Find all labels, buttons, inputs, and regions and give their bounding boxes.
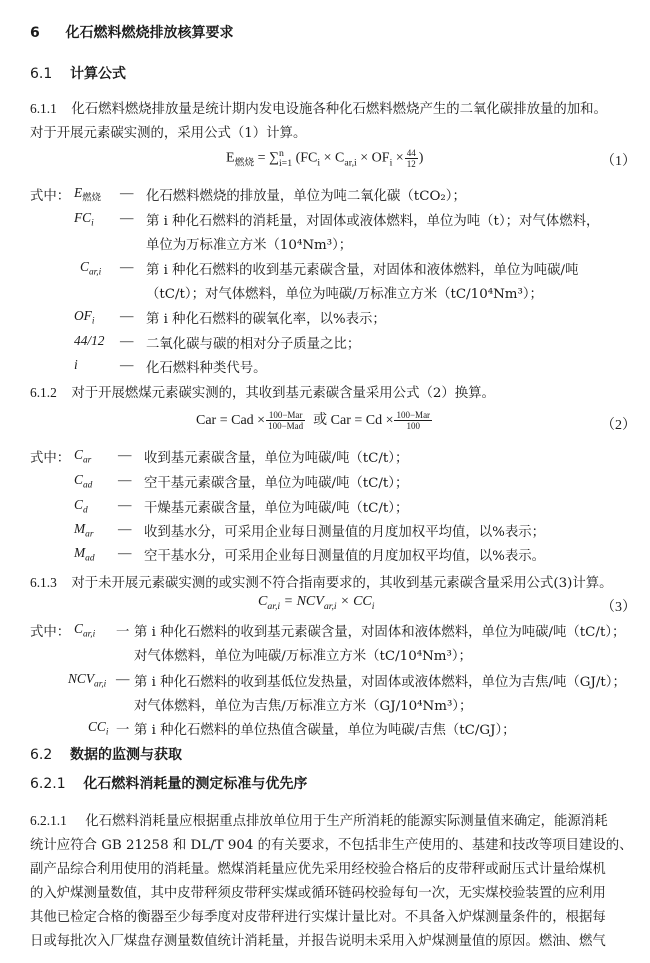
def-text: 化石燃料燃烧的排放量，单位为吨二氧化碳（tCO₂）； — [146, 189, 466, 204]
formula-1: $E_{燃烧} = \sum^n_{i=1}$ ($FC_i \times C_{ar,i} \times OF_i$ × $\frac{44}{12}$ ) — [226, 148, 424, 169]
section-6-heading — [30, 22, 234, 42]
symbol-of: $OF_i$ — [74, 308, 95, 327]
paragraph-line: 副产品综合利用使用的消耗量。燃煤消耗量应优先采用经校验合格后的皮带秤或耐压式计量给煤机 — [30, 862, 606, 877]
formula-number: （3） — [601, 600, 636, 615]
section-6-1-heading — [30, 63, 126, 83]
symbol-44-12: 44/12 — [74, 333, 105, 348]
def-text: 空干基水分，可采用企业每日测量值的月度加权平均值，以%表示。 — [144, 549, 546, 564]
def-text-cont: （tC/t）；对气体燃料，单位为吨碳/万标准立方米（tC/10⁴Nm³）； — [146, 287, 543, 302]
def-dash: — — [120, 259, 134, 274]
symbol-fc: $FC_i$ — [74, 210, 94, 229]
section-number: 6.2 — [30, 747, 53, 763]
def-dash: — — [120, 185, 134, 200]
clause-number: 6.2.1.1 — [30, 813, 67, 828]
section-title: 化石燃料燃烧排放核算要求 — [65, 25, 234, 41]
frac-denominator: 100 — [406, 421, 421, 432]
formula-part-or: 或 Car = Cd × — [313, 413, 394, 428]
para-6-1-3-line1 — [30, 572, 613, 591]
frac-numerator: 100−Mar — [396, 410, 431, 421]
def-text-cont: 对气体燃料，单位为吨碳/万标准立方米（tC/10⁴Nm³）； — [134, 649, 472, 664]
frac-numerator: 100−Mar — [266, 410, 305, 421]
def-text: 第 i 种化石燃料的消耗量，对固体或液体燃料，单位为吨（t）；对气体燃料， — [146, 214, 600, 229]
def-dash: — — [120, 357, 134, 372]
def-dash: 一 — [116, 624, 130, 639]
def-text: 第 i 种化石燃料的单位热值含碳量，单位为吨碳/吉焦（tC/GJ）； — [134, 723, 516, 738]
shizhong-label: 式中： — [30, 451, 71, 466]
section-title: 化石燃料消耗量的测定标准与优先序 — [83, 776, 308, 792]
section-number: 6 — [30, 25, 40, 41]
section-title: 计算公式 — [70, 66, 127, 82]
def-dash: — — [118, 545, 132, 560]
symbol-car-i: $C_{ar,i}$ — [80, 259, 102, 278]
paragraph-line: 其他已检定合格的衡器至少每季度对皮带秤进行实煤计量比对。不具备入炉煤测量条件的，根据每 — [30, 910, 606, 925]
shizhong-label: 式中： — [30, 189, 71, 204]
paragraph-text: 化石燃料消耗量应根据重点排放单位用于生产所消耗的能源实际测量值来确定，能源消耗 — [85, 814, 608, 829]
para-6-2-1-1-line1 — [30, 810, 608, 829]
def-dash: — — [118, 447, 132, 462]
symbol-ncv-ar-i: $NCV_{ar,i}$ — [68, 671, 107, 690]
paragraph-line: 统计应符合 GB 21258 和 DL/T 904 的有关要求，不包括非生产使用的、基建和技改等项目建设的、 — [30, 838, 633, 853]
paragraph-text: 对于未开展元素碳实测的或实测不符合指南要求的，其收到基元素碳含量采用公式(3)计算。 — [71, 576, 613, 591]
paragraph-text: 对于开展燃煤元素碳实测的，其收到基元素碳含量采用公式（2）换算。 — [71, 386, 495, 401]
def-dash: — — [118, 472, 132, 487]
def-dash: — — [120, 210, 134, 225]
shizhong-label: 式中： — [30, 625, 71, 640]
paragraph-line: 日或每批次入厂煤盘存测量数值统计消耗量，并报告说明未采用入炉煤测量值的原因。燃油、燃气 — [30, 934, 606, 949]
def-text: 收到基元素碳含量，单位为吨碳/吨（tC/t）； — [144, 451, 409, 466]
para-6-1-2-line1 — [30, 382, 495, 401]
formula-part-a: Car = Cad × — [196, 413, 266, 428]
def-text: 第 i 种化石燃料的收到基低位发热量，对固体或液体燃料，单位为吉焦/吨（GJ/t）； — [134, 675, 626, 690]
section-6-2-1-heading — [30, 773, 307, 793]
def-text: 空干基元素碳含量，单位为吨碳/吨（tC/t）； — [144, 476, 409, 491]
symbol-cc-i: $CC_i$ — [88, 719, 109, 738]
symbol-i: i — [74, 357, 78, 372]
section-title: 数据的监测与获取 — [70, 747, 183, 763]
def-text: 二氧化碳与碳的相对分子质量之比； — [146, 337, 361, 352]
symbol-mar: $M_{ar}$ — [74, 521, 94, 540]
section-6-2-heading — [30, 744, 182, 764]
formula-number: （1） — [601, 154, 636, 169]
para-6-1-1-line1 — [30, 98, 607, 117]
symbol-car-i: $C_{ar,i}$ — [74, 621, 96, 640]
formula-number: （2） — [601, 418, 636, 433]
def-text: 收到基水分，可采用企业每日测量值的月度加权平均值，以%表示； — [144, 525, 546, 540]
def-dash: — — [116, 671, 130, 686]
para-6-1-1-line2: 对于开展元素碳实测的，采用公式（1）计算。 — [30, 126, 307, 141]
def-dash: 一 — [116, 722, 130, 737]
def-text: 干燥基元素碳含量，单位为吨碳/吨（tC/t）； — [144, 501, 409, 516]
symbol-mad: $M_{ad}$ — [74, 545, 95, 564]
paragraph-text: 化石燃料燃烧排放量是统计期内发电设施各种化石燃料燃烧产生的二氧化碳排放量的加和。 — [71, 102, 607, 117]
formula-2 — [196, 409, 433, 431]
clause-number: 6.1.2 — [30, 385, 57, 400]
clause-number: 6.1.3 — [30, 575, 57, 590]
def-dash: — — [118, 521, 132, 536]
symbol-cd: $C_d$ — [74, 497, 88, 516]
def-text-cont: 单位为万标准立方米（10⁴Nm³）； — [146, 238, 353, 253]
def-dash: — — [120, 308, 134, 323]
def-text: 第 i 种化石燃料的收到基元素碳含量，对固体和液体燃料，单位为吨碳/吨 — [146, 263, 579, 278]
paragraph-line: 的入炉煤测量数值，其中皮带秤须皮带秤实煤或循环链码校验每旬一次，无实煤校验装置的应利用 — [30, 886, 606, 901]
formula-3: $C_{ar,i} = NCV_{ar,i} \times CC_i$ — [258, 594, 375, 612]
symbol-car: $C_{ar}$ — [74, 447, 92, 466]
def-dash: — — [118, 497, 132, 512]
def-dash: — — [120, 333, 134, 348]
symbol-e-burn: $E_{燃烧}$ — [74, 185, 101, 204]
clause-number: 6.1.1 — [30, 101, 57, 116]
frac-denominator: 100−Mad — [268, 421, 304, 432]
section-number: 6.1 — [30, 66, 53, 82]
def-text: 化石燃料种类代号。 — [146, 361, 267, 376]
def-text: 第 i 种化石燃料的碳氧化率，以%表示； — [146, 312, 386, 327]
section-number: 6.2.1 — [30, 776, 66, 792]
symbol-cad: $C_{ad}$ — [74, 472, 93, 491]
def-text: 第 i 种化石燃料的收到基元素碳含量，对固体和液体燃料，单位为吨碳/吨（tC/t）； — [134, 625, 626, 640]
def-text-cont: 对气体燃料，单位为吉焦/万标准立方米（GJ/10⁴Nm³）； — [134, 699, 473, 714]
